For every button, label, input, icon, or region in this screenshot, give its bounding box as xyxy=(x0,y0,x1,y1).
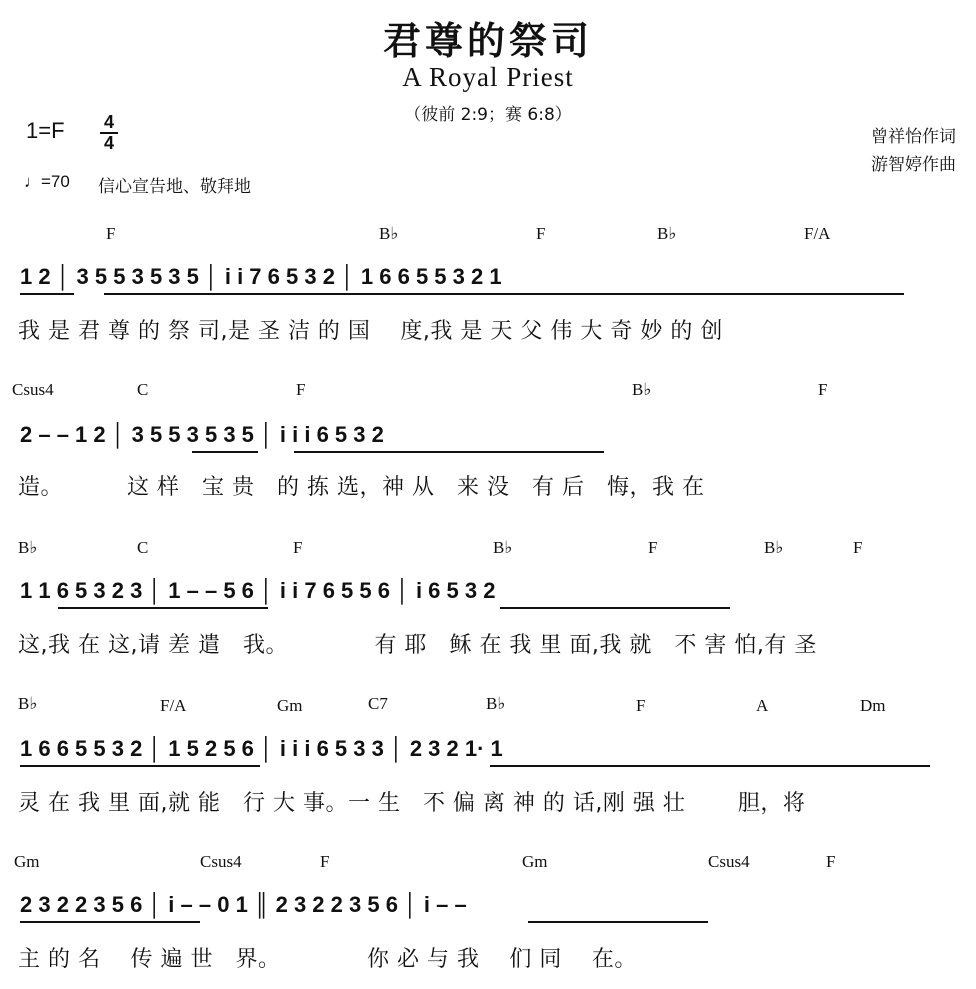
chord-symbol: Gm xyxy=(14,852,40,871)
chord-symbol: F/A xyxy=(804,224,831,243)
chord-symbol: B♭ xyxy=(379,224,399,243)
lyrics-line: 灵 在 我 里 面,就 能 行 大 事。一 生 不 偏 离 神 的 话,刚 强 壮 胆，将 xyxy=(18,791,806,816)
underline-beam xyxy=(500,607,730,609)
lyricist-credit: 曾祥怡作词 xyxy=(871,127,956,147)
chord-symbol: F xyxy=(320,852,330,871)
chord-symbol: C xyxy=(137,380,149,399)
underline-beam xyxy=(490,765,930,767)
notation-line: 2 3 2 2 3 5 6 │ i – – 0 1 ║ 2 3 2 2 3 5 6 │ i – – xyxy=(20,892,467,917)
underline-beam xyxy=(20,293,74,295)
underline-beam xyxy=(20,765,260,767)
notation-line: 2 – – 1 2 │ 3 5 5 3 5 3 5 │ i i i 6 5 3 2 xyxy=(20,422,384,447)
lyrics-line: 这,我 在 这,请 差 遣 我。 有 耶 稣 在 我 里 面,我 就 不 害 怕,有 圣 xyxy=(18,633,817,658)
chord-symbol: F xyxy=(853,538,863,557)
chord-symbol: F xyxy=(296,380,306,399)
chord-symbol: Gm xyxy=(277,696,303,715)
notation-line: 1 1 6 5 3 2 3 │ 1 – – 5 6 │ i i 7 6 5 5 6 │ i 6 5 3 2 xyxy=(20,578,496,603)
underline-beam xyxy=(20,921,200,923)
notation-line: 1 6 6 5 5 3 2 │ 1 5 2 5 6 │ i i i 6 5 3 3 │ 2 3 2 1· 1 xyxy=(20,736,503,761)
chord-symbol: F xyxy=(826,852,836,871)
chord-symbol: Csus4 xyxy=(200,852,242,871)
lyrics-line: 我 是 君 尊 的 祭 司,是 圣 洁 的 国 度,我 是 天 父 伟 大 奇 妙 的 创 xyxy=(18,319,723,344)
underline-beam xyxy=(58,607,268,609)
time-signature xyxy=(100,114,118,152)
chord-symbol: Gm xyxy=(522,852,548,871)
chord-symbol: Csus4 xyxy=(708,852,750,871)
notation-line: 1 2 │ 3 5 5 3 5 3 5 │ i i 7 6 5 3 2 │ 1 6 6 5 5 3 2 1 xyxy=(20,264,502,289)
performance-style: 信心宣告地、敬拜地 xyxy=(98,177,251,197)
underline-beam xyxy=(528,921,708,923)
composer-credit: 游智婷作曲 xyxy=(871,155,956,175)
chord-symbol: B♭ xyxy=(486,694,506,713)
chord-symbol: Csus4 xyxy=(12,380,54,399)
chord-symbol: B♭ xyxy=(18,538,38,557)
chord-symbol: F xyxy=(536,224,546,243)
lyrics-line: 造。 这 样 宝 贵 的 拣 选，神 从 来 没 有 后 悔，我 在 xyxy=(18,475,705,500)
underline-beam xyxy=(104,293,904,295)
chord-symbol: F xyxy=(648,538,658,557)
chord-symbol: Dm xyxy=(860,696,886,715)
chord-symbol: B♭ xyxy=(493,538,513,557)
chord-symbol: F/A xyxy=(160,696,187,715)
chord-symbol: A xyxy=(756,696,769,715)
lyrics-line: 主 的 名 传 遍 世 界。 你 必 与 我 们 同 在。 xyxy=(18,947,637,972)
time-signature-top: 4 xyxy=(103,112,114,132)
tempo-marking: ♩=70 xyxy=(24,172,70,191)
chord-symbol: C xyxy=(137,538,149,557)
chord-symbol: B♭ xyxy=(632,380,652,399)
underline-beam xyxy=(192,451,258,453)
key-signature: 1=F xyxy=(26,118,65,143)
chord-symbol: B♭ xyxy=(764,538,784,557)
chord-symbol: B♭ xyxy=(18,694,38,713)
song-subtitle: A Royal Priest xyxy=(402,62,574,92)
chord-symbol: B♭ xyxy=(657,224,677,243)
chord-symbol: F xyxy=(106,224,116,243)
scripture-reference: （彼前 2:9；赛 6:8） xyxy=(404,105,572,125)
chord-symbol: C7 xyxy=(368,694,388,713)
song-title: 君尊的祭司 xyxy=(382,18,593,63)
underline-beam xyxy=(294,451,604,453)
time-signature-bottom: 4 xyxy=(103,133,114,153)
chord-symbol: F xyxy=(293,538,303,557)
chord-symbol: F xyxy=(818,380,828,399)
chord-symbol: F xyxy=(636,696,646,715)
